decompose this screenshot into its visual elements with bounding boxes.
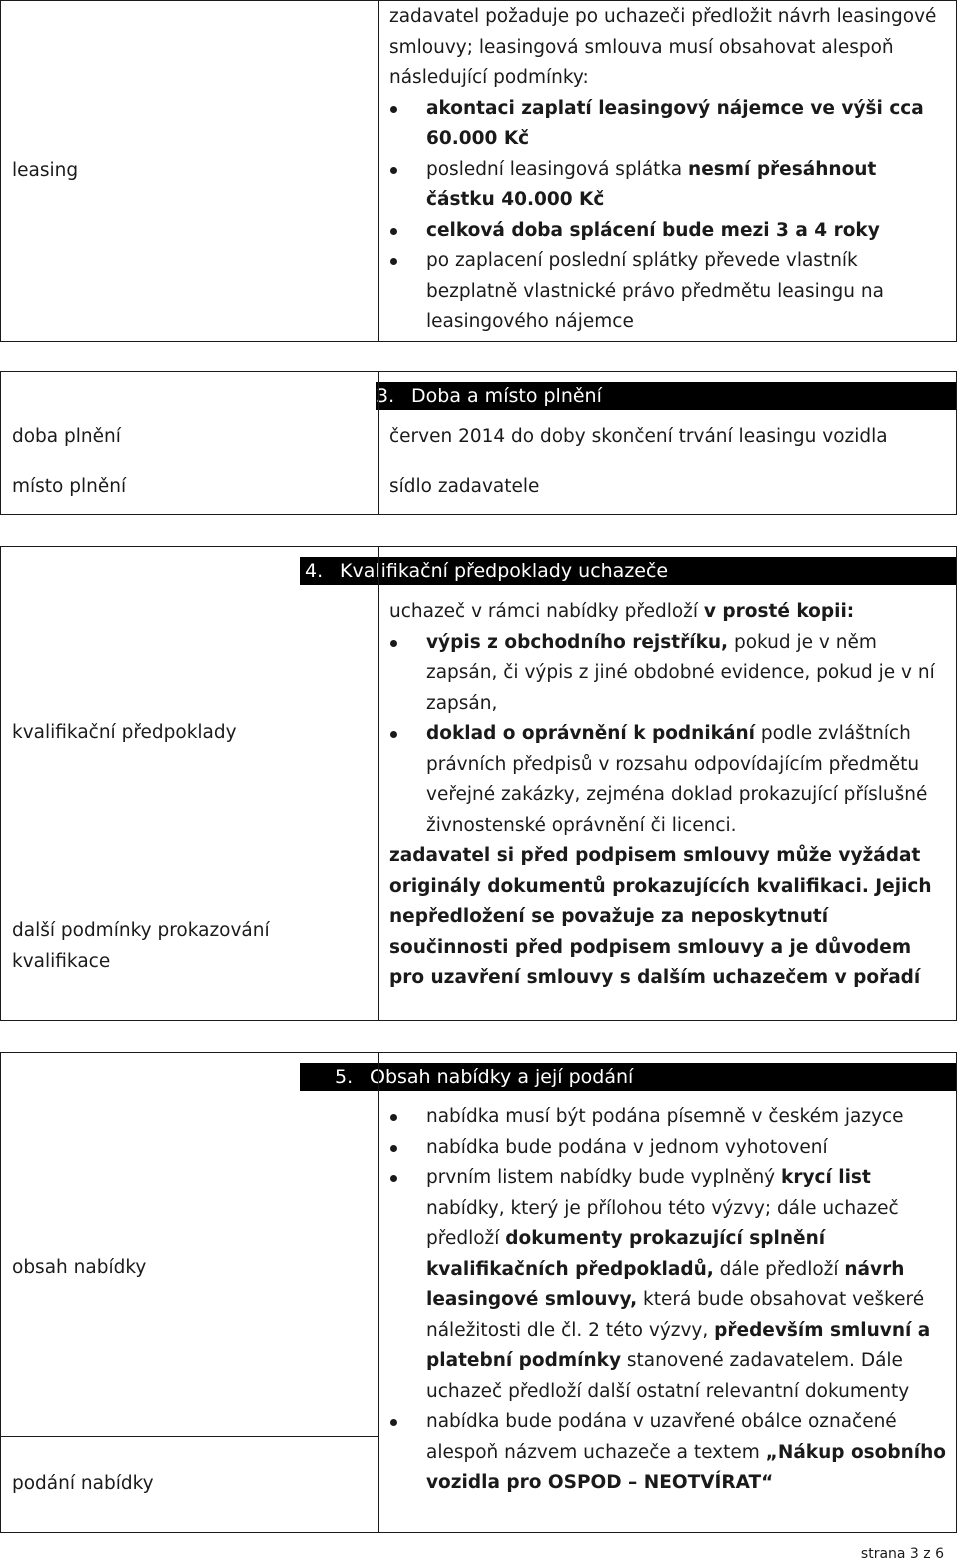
obsah-nabidky-label: obsah nabídky	[12, 1257, 147, 1278]
page-number: strana 3 z 6	[860, 1546, 944, 1562]
section4-content	[379, 547, 957, 1021]
leasing-conditions-list	[389, 94, 950, 338]
section4-table	[0, 546, 957, 1021]
section3-header: 3. Doba a místo plnění	[376, 382, 956, 410]
leasing-content	[379, 1, 957, 342]
list-item: akontaci zaplatí leasingový nájemce ve výši cca 60.000 Kč	[389, 94, 950, 155]
kvalifikacni-predpoklady-label: kvalifikační předpoklady	[12, 722, 237, 743]
list-item: nabídka musí být podána písemně v českém jazyce	[389, 1102, 950, 1133]
list-item: poslední leasingová splátka nesmí přesáhnout částku 40.000 Kč	[389, 155, 950, 216]
list-item: po zaplacení poslední splátky převede vlastník bezplatně vlastnické právo předmětu leasingu na leasingového nájemce	[389, 246, 950, 338]
podani-nabidky-label: podání nabídky	[1, 1437, 379, 1533]
leasing-label: leasing	[1, 1, 379, 342]
section4-header: 4. Kvalifikační předpoklady uchazeče	[300, 557, 956, 585]
list-item: prvním listem nabídky bude vyplněný krycí list nabídky, který je přílohou této výzvy; dále uchazeč předloží dokumenty prokazující splnění kvalifikačních předpokladů, dále předloží návrh leasingové smlouvy, která bude obsahovat veškeré náležitosti dle čl. 2 této výzvy, především smluvní a platební podmínky stanovené zadavatelem. Dále uchazeč předloží další ostatní relevantní dokumenty	[389, 1163, 950, 1407]
section5-labels	[1, 1053, 379, 1437]
section5-header: 5. Obsah nabídky a její podání	[300, 1063, 956, 1091]
list-item: nabídka bude podána v jednom vyhotovení	[389, 1133, 950, 1164]
leasing-intro: zadavatel požaduje po uchazeči předložit návrh leasingové smlouvy; leasingová smlouva musí obsahovat alespoň následující podmínky:	[389, 6, 937, 88]
list-item: celková doba splácení bude mezi 3 a 4 roky	[389, 216, 950, 247]
misto-plneni-label: místo plnění	[1, 461, 379, 515]
section5-table	[0, 1052, 957, 1533]
section4-labels	[1, 547, 379, 1021]
list-item: doklad o oprávnění k podnikání podle zvláštních právních předpisů v rozsahu odpovídajícím předmětu veřejné zakázky, zejména doklad prokazující příslušné živnostenské oprávnění či licenci.	[389, 719, 950, 841]
doba-plneni-label: doba plnění	[1, 415, 379, 461]
dalsi-podminky-label: další podmínky prokazování kvalifikace	[12, 920, 270, 972]
list-item: nabídka bude podána v uzavřené obálce označené alespoň názvem uchazeče a textem „Nákup osobního vozidla pro OSPOD – NEOTVÍRAT“	[389, 1407, 950, 1499]
section3-table	[0, 371, 957, 515]
section4-intro: uchazeč v rámci nabídky předloží v prosté kopii:	[389, 601, 855, 622]
section4-list	[389, 628, 950, 842]
doba-plneni-value: červen 2014 do doby skončení trvání leasingu vozidla	[379, 415, 957, 461]
list-item: výpis z obchodního rejstříku, pokud je v něm zapsán, či výpis z jiné obdobné evidence, pokud je v ní zapsán,	[389, 628, 950, 720]
section5-content	[379, 1053, 957, 1533]
leasing-table	[0, 0, 957, 342]
section4-bold-paragraph: zadavatel si před podpisem smlouvy může vyžádat originály dokumentů prokazujících kvalifikaci. Jejich nepředložení se považuje za neposkytnutí součinnosti před podpisem smlouvy a je důvodem pro uzavření smlouvy s dalším uchazečem v pořadí	[389, 845, 932, 988]
misto-plneni-value: sídlo zadavatele	[379, 461, 957, 515]
section5-list	[389, 1102, 950, 1499]
